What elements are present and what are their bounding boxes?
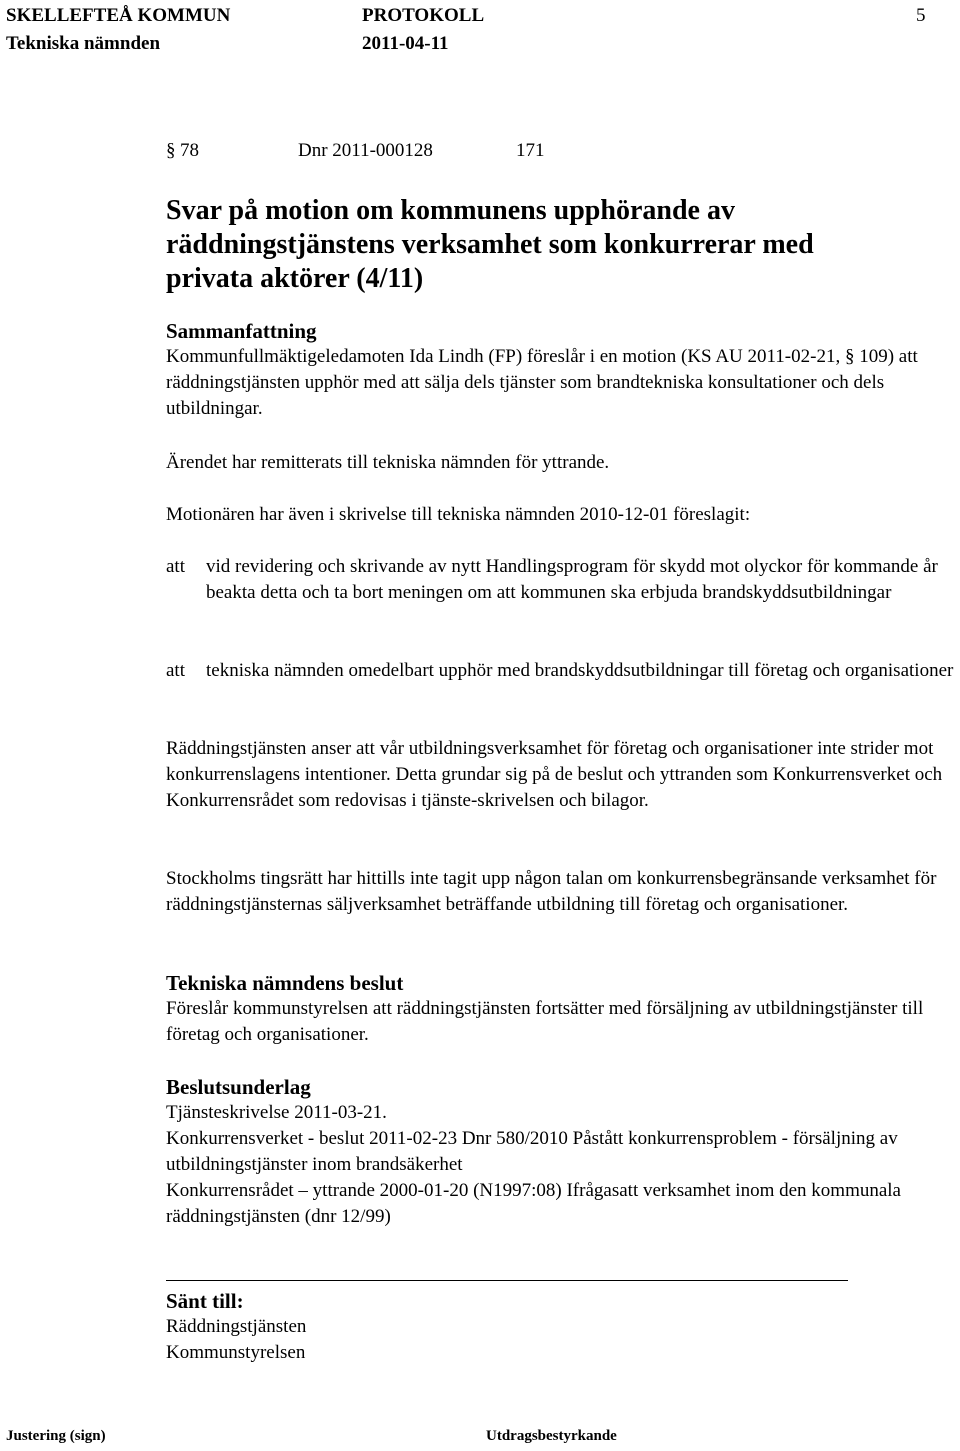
underlag-item: Konkurrensrådet – yttrande 2000-01-20 (N1997:08) Ifrågasatt verksamhet inom den kommunala räddningstjänsten (dnr 12/99)	[166, 1180, 901, 1227]
beslut-section	[166, 970, 956, 1048]
sammanfattning-section	[166, 318, 956, 422]
footer-utdragsbestyrkande: Utdragsbestyrkande	[486, 1428, 617, 1444]
att-lead: att	[166, 556, 185, 577]
diary-number: Dnr 2011-000128	[298, 140, 433, 161]
recipient: Räddningstjänsten	[166, 1316, 307, 1337]
att-item	[166, 658, 956, 684]
motion-paragraph: Motionären har även i skrivelse till tekniska nämnden 2010-12-01 föreslagit:	[166, 504, 751, 525]
att-item	[166, 554, 956, 606]
page-title: Svar på motion om kommunens upphörande av räddningstjänstens verksamhet som konkurrerar med privata aktörer (4/11)	[166, 195, 814, 294]
att-text: vid revidering och skrivande av nytt Handlingsprogram för skydd mot olyckor för kommande år beakta detta och ta bort meningen om att kommunen ska erbjuda brandskyddsutbildningar	[206, 556, 938, 603]
committee-name: Tekniska nämnden	[6, 33, 161, 54]
recipient: Kommunstyrelsen	[166, 1342, 306, 1363]
paragraph-sign: §	[166, 140, 176, 161]
underlag-item: Konkurrensverket - beslut 2011-02-23 Dnr 580/2010 Påstått konkurrensproblem - försäljning av utbildningstjänster inom brandsäkerhet	[166, 1128, 898, 1175]
att-text: tekniska nämnden omedelbart upphör med brandskyddsutbildningar till företag och organisationer	[206, 660, 954, 681]
beslut-text: Föreslår kommunstyrelsen att räddningstjänsten fortsätter med försäljning av utbildningstjänster till företag och organisationer.	[166, 998, 924, 1045]
reference-extra: 171	[516, 140, 545, 161]
doc-type: PROTOKOLL	[362, 5, 485, 26]
sammanfattning-paragraph: Kommunfullmäktigeledamoten Ida Lindh (FP) föreslår i en motion (KS AU 2011-02-21, § 109) att räddningstjänsten upphör med att sälja dels tjänster som brandtekniska konsultationer och dels utbildningar.	[166, 346, 918, 419]
beslutsunderlag-heading: Beslutsunderlag	[166, 1075, 311, 1099]
sant-till-heading: Sänt till:	[166, 1289, 244, 1313]
org-name: SKELLEFTEÅ KOMMUN	[6, 5, 231, 26]
beslut-heading: Tekniska nämndens beslut	[166, 971, 404, 995]
signature-rule	[166, 1280, 848, 1281]
sant-till-section	[166, 1288, 956, 1366]
beslutsunderlag-section	[166, 1074, 956, 1230]
sammanfattning-heading: Sammanfattning	[166, 319, 317, 343]
footer-justering: Justering (sign)	[6, 1428, 106, 1444]
underlag-item: Tjänsteskrivelse 2011-03-21.	[166, 1102, 387, 1123]
paragraph-number: 78	[180, 140, 199, 161]
att-lead: att	[166, 660, 185, 681]
raddningstjansten-paragraph: Räddningstjänsten anser att vår utbildningsverksamhet för företag och organisationer inte strider mot konkurrenslagens intentioner. Detta grundar sig på de beslut och yttranden som Konkurrensverket och Konkurrensrådet som redovisas i tjänste-skrivelsen och bilagor.	[166, 738, 943, 811]
remiss-paragraph: Ärendet har remitterats till tekniska nämnden för yttrande.	[166, 452, 610, 473]
meeting-date: 2011-04-11	[362, 33, 449, 54]
tingsratt-paragraph: Stockholms tingsrätt har hittills inte tagit upp någon talan om konkurrensbegränsande verksamhet för räddningstjänsternas säljverksamhet beträffande utbildning till företag och organisationer.	[166, 868, 937, 915]
page-number: 5	[916, 5, 926, 26]
